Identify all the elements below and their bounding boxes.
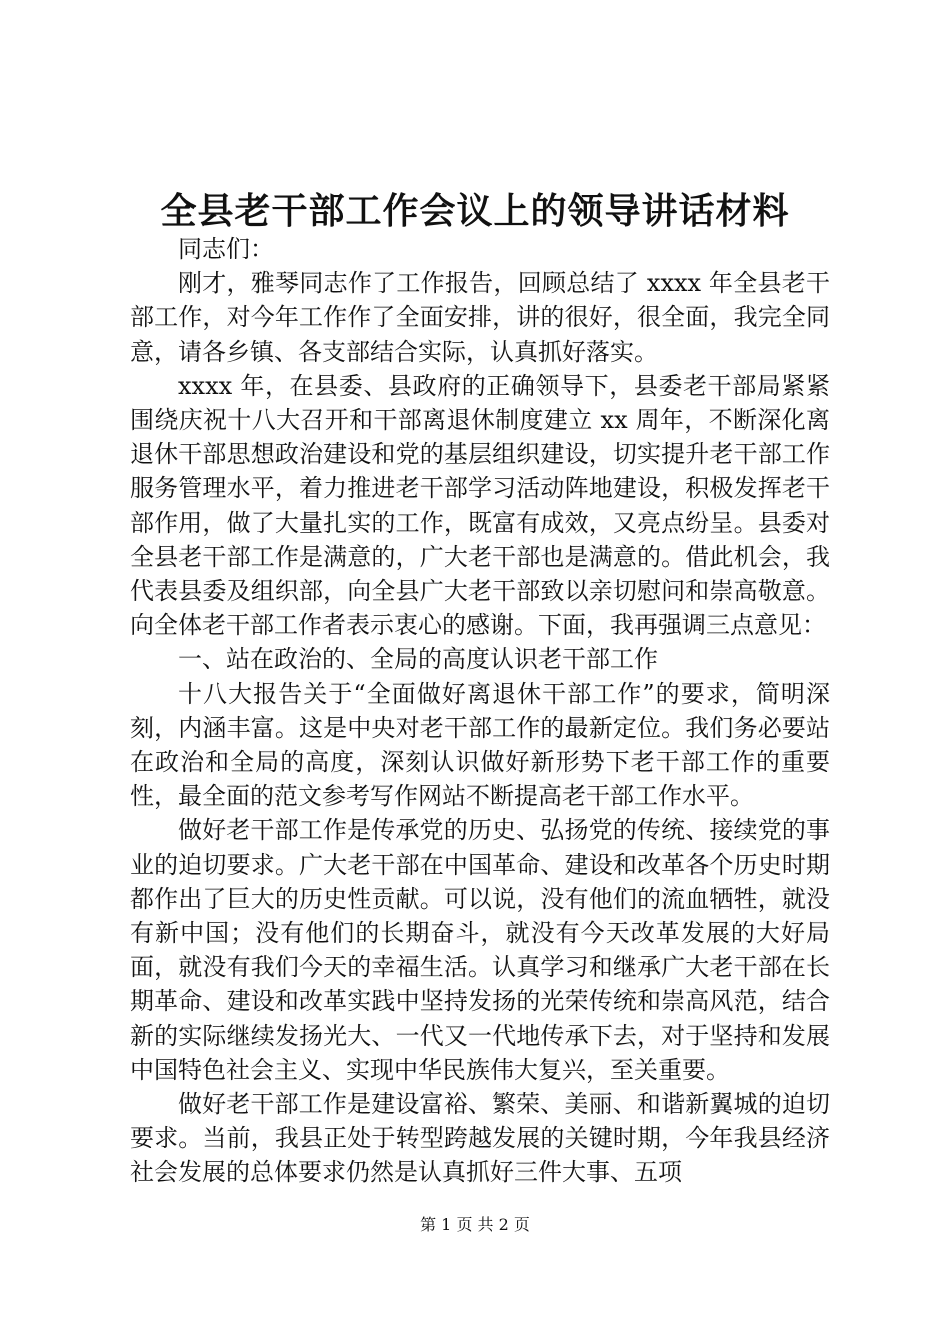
paragraph-history: 做好老干部工作是传承党的历史、弘扬党的传统、接续党的事业的迫切要求。广大老干部在中国革命、建设和改革各个历史时期都作出了巨大的历史性贡献。可以说，没有他们的流血牺牲，就没有新中国；没有他们的长期奋斗，就没有今天改革发展的大好局面，就没有我们今天的幸福生活。认真学习和继承广大老干部在长期革命、建设和改革实践中坚持发扬的光荣传统和崇高风范，结合新的实际继续发扬光大、一代又一代地传承下去，对于坚持和发展中国特色社会主义、实现中华民族伟大复兴，至关重要。 bbox=[130, 816, 830, 1084]
document-body bbox=[130, 232, 830, 1190]
paragraph-review: xxxx 年，在县委、县政府的正确领导下，县委老干部局紧紧围绕庆祝十八大召开和干部离退休制度建立 xx 周年，不断深化离退休干部思想政治建设和党的基层组织建设，切实提升老干部工作服务管理水平，着力推进老干部学习活动阵地建设，积极发挥老干部作用，做了大量扎实的工作，既富有成效，又亮点纷呈。县委对全县老干部工作是满意的，广大老干部也是满意的。借此机会，我代表县委及组织部，向全县广大老干部致以亲切慰问和崇高敬意。向全体老干部工作者表示衷心的感谢。下面，我再强调三点意见： bbox=[130, 371, 830, 640]
page-footer: 第 1 页 共 2 页 bbox=[420, 1215, 530, 1234]
section-heading-1: 一、站在政治的、全局的高度认识老干部工作 bbox=[178, 645, 658, 674]
paragraph-opening: 刚才，雅琴同志作了工作报告，回顾总结了 xxxx 年全县老干部工作，对今年工作作了全面安排，讲的很好，很全面，我完全同意，请各乡镇、各支部结合实际，认真抓好落实。 bbox=[130, 269, 830, 366]
document-title: 全县老干部工作会议上的领导讲话材料 bbox=[160, 190, 790, 232]
paragraph-section-1-intro: 十八大报告关于“全面做好离退休干部工作”的要求，简明深刻，内涵丰富。这是中央对老干部工作的最新定位。我们务必要站在政治和全局的高度，深刻认识做好新形势下老干部工作的重要性，最全面的范文参考写作网站不断提高老干部工作水平。 bbox=[130, 679, 830, 811]
paragraph-salutation: 同志们： bbox=[178, 235, 274, 263]
paragraph-development: 做好老干部工作是建设富裕、繁荣、美丽、和谐新翼城的迫切要求。当前，我县正处于转型跨越发展的关键时期，今年我县经济社会发展的总体要求仍然是认真抓好三件大事、五项 bbox=[130, 1090, 830, 1187]
